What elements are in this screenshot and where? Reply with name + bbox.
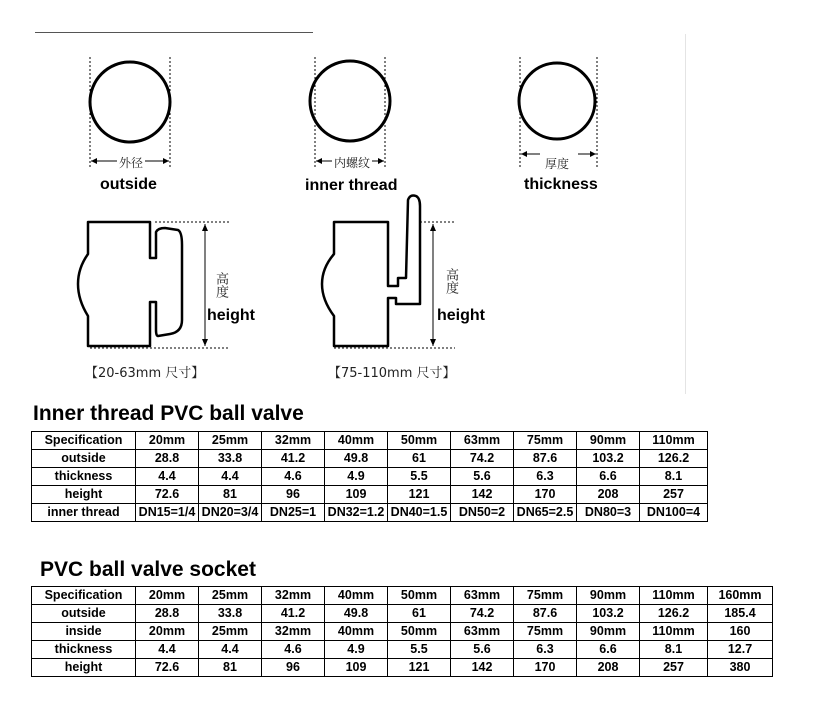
thickness-en-label: thickness (524, 176, 598, 193)
table-cell: 4.4 (199, 641, 262, 659)
table-row (32, 623, 773, 641)
table-cell: DN32=1.2 (325, 504, 388, 522)
outside-cn-label: 外径 (119, 156, 144, 170)
large-valve-outline (322, 196, 420, 347)
table-cell: 5.6 (451, 641, 514, 659)
small-size-caption: 【20-63mm 尺寸】 (85, 366, 205, 381)
table-cell: 61 (388, 450, 451, 468)
table-cell: 4.6 (262, 468, 325, 486)
table-cell: 32mm (262, 623, 325, 641)
column-header-cell: 20mm (136, 587, 199, 605)
table-cell: 170 (514, 486, 577, 504)
column-header-cell: 20mm (136, 432, 199, 450)
table-cell: 4.6 (262, 641, 325, 659)
column-header-cell: 40mm (325, 587, 388, 605)
column-header-cell: 90mm (577, 432, 640, 450)
table-cell: 170 (514, 659, 577, 677)
outside-en-label: outside (100, 176, 157, 193)
table-cell: 63mm (451, 623, 514, 641)
row-label-cell: inside (32, 623, 136, 641)
table-cell: 28.8 (136, 605, 199, 623)
height-small-en-label: height (207, 307, 255, 324)
table-cell: 109 (325, 486, 388, 504)
inner-thread-spec-table (31, 431, 708, 522)
table-cell: 126.2 (640, 450, 708, 468)
table-cell: 96 (262, 486, 325, 504)
table-cell: DN65=2.5 (514, 504, 577, 522)
row-label-cell: Specification (32, 587, 136, 605)
table-row (32, 468, 708, 486)
column-header-cell: 110mm (640, 587, 708, 605)
table-cell: 90mm (577, 623, 640, 641)
column-header-cell: 75mm (514, 432, 577, 450)
row-label-cell: outside (32, 605, 136, 623)
table-cell: 74.2 (451, 450, 514, 468)
socket-spec-table (31, 586, 773, 677)
table-cell: 8.1 (640, 468, 708, 486)
height-small-cn-label: 高度 (213, 272, 228, 298)
table-cell: 87.6 (514, 450, 577, 468)
table-cell: 61 (388, 605, 451, 623)
table-cell: 41.2 (262, 605, 325, 623)
table-cell: 142 (451, 659, 514, 677)
table-cell: 5.5 (388, 468, 451, 486)
table-cell: 20mm (136, 623, 199, 641)
height-large-cn-label: 高度 (443, 268, 458, 294)
table-cell: 5.6 (451, 468, 514, 486)
table-row (32, 450, 708, 468)
column-header-cell: 50mm (388, 587, 451, 605)
table-cell: 121 (388, 486, 451, 504)
table-cell: 257 (640, 659, 708, 677)
table-cell: 4.4 (136, 641, 199, 659)
table-cell: 5.5 (388, 641, 451, 659)
table-cell: DN20=3/4 (199, 504, 262, 522)
table-cell: 4.9 (325, 468, 388, 486)
table-cell: DN50=2 (451, 504, 514, 522)
table-cell: 126.2 (640, 605, 708, 623)
height-large-en-label: height (437, 307, 485, 324)
table-cell: 257 (640, 486, 708, 504)
table-cell: 72.6 (136, 486, 199, 504)
table-cell: 380 (708, 659, 773, 677)
large-size-caption: 【75-110mm 尺寸】 (328, 366, 456, 381)
table-cell: 6.3 (514, 641, 577, 659)
table-cell: 96 (262, 659, 325, 677)
outside-circle (90, 62, 170, 142)
column-header-cell: 110mm (640, 432, 708, 450)
table-cell: 41.2 (262, 450, 325, 468)
inner-thread-circle (310, 61, 390, 141)
column-header-cell: 32mm (262, 432, 325, 450)
column-header-cell: 50mm (388, 432, 451, 450)
row-label-cell: thickness (32, 641, 136, 659)
table-cell: 142 (451, 486, 514, 504)
socket-table-title: PVC ball valve socket (40, 558, 256, 581)
table-cell: 110mm (640, 623, 708, 641)
column-header-cell: 25mm (199, 587, 262, 605)
row-label-cell: height (32, 486, 136, 504)
table-cell: 28.8 (136, 450, 199, 468)
small-valve-outline (78, 222, 182, 346)
table-cell: 109 (325, 659, 388, 677)
table-row (32, 659, 773, 677)
table-cell: 72.6 (136, 659, 199, 677)
row-label-cell: Specification (32, 432, 136, 450)
row-label-cell: outside (32, 450, 136, 468)
table-row (32, 504, 708, 522)
table-cell: 4.4 (199, 468, 262, 486)
table-row (32, 486, 708, 504)
table-cell: 4.9 (325, 641, 388, 659)
row-label-cell: thickness (32, 468, 136, 486)
table-cell: 160 (708, 623, 773, 641)
column-header-cell: 160mm (708, 587, 773, 605)
table-cell: 33.8 (199, 450, 262, 468)
table-header-row (32, 432, 708, 450)
thickness-circle (519, 63, 595, 139)
table-cell: 208 (577, 659, 640, 677)
table-cell: 49.8 (325, 605, 388, 623)
table-cell: DN80=3 (577, 504, 640, 522)
table-cell: DN25=1 (262, 504, 325, 522)
column-header-cell: 75mm (514, 587, 577, 605)
column-header-cell: 32mm (262, 587, 325, 605)
table-cell: 50mm (388, 623, 451, 641)
inner-thread-en-label: inner thread (305, 177, 398, 194)
thickness-cn-label: 厚度 (545, 157, 570, 171)
column-header-cell: 63mm (451, 432, 514, 450)
inner-thread-table-title: Inner thread PVC ball valve (33, 402, 304, 425)
table-cell: 75mm (514, 623, 577, 641)
table-cell: 81 (199, 659, 262, 677)
table-cell: 121 (388, 659, 451, 677)
table-cell: 103.2 (577, 450, 640, 468)
table-cell: 8.1 (640, 641, 708, 659)
column-header-cell: 25mm (199, 432, 262, 450)
table-cell: 25mm (199, 623, 262, 641)
table-header-row (32, 587, 773, 605)
table-cell: 49.8 (325, 450, 388, 468)
table-cell: DN40=1.5 (388, 504, 451, 522)
inner-thread-cn-label: 内螺纹 (334, 156, 371, 170)
table-cell: DN100=4 (640, 504, 708, 522)
row-label-cell: inner thread (32, 504, 136, 522)
table-cell: 81 (199, 486, 262, 504)
column-header-cell: 63mm (451, 587, 514, 605)
table-cell: 87.6 (514, 605, 577, 623)
table-cell: 208 (577, 486, 640, 504)
table-cell: 185.4 (708, 605, 773, 623)
table-cell: 6.6 (577, 641, 640, 659)
table-cell: 33.8 (199, 605, 262, 623)
table-cell: 103.2 (577, 605, 640, 623)
table-cell: 6.6 (577, 468, 640, 486)
table-cell: 4.4 (136, 468, 199, 486)
table-row (32, 605, 773, 623)
table-cell: DN15=1/4 (136, 504, 199, 522)
table-cell: 74.2 (451, 605, 514, 623)
column-header-cell: 90mm (577, 587, 640, 605)
table-cell: 12.7 (708, 641, 773, 659)
table-cell: 6.3 (514, 468, 577, 486)
table-cell: 40mm (325, 623, 388, 641)
row-label-cell: height (32, 659, 136, 677)
column-header-cell: 40mm (325, 432, 388, 450)
table-row (32, 641, 773, 659)
